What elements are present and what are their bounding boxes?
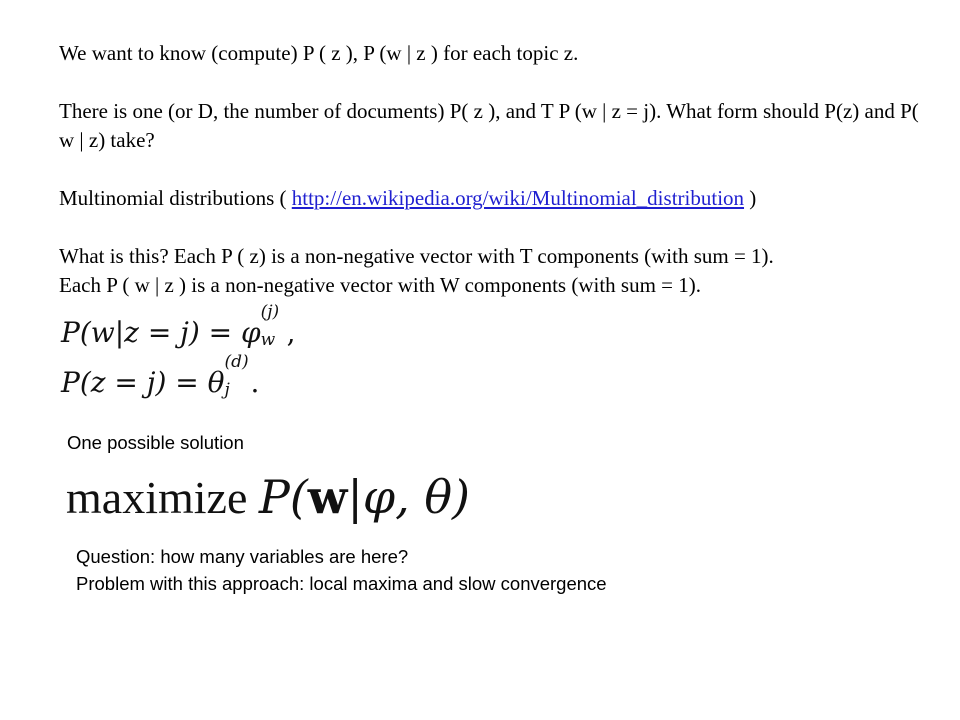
equation-2-sub: j xyxy=(224,380,230,400)
equation-topic-probability xyxy=(61,352,260,400)
equation-word-given-topic xyxy=(61,302,296,350)
wikipedia-link[interactable]: http://en.wikipedia.org/wiki/Multinomial_distribution xyxy=(291,186,745,210)
explanation-line-1: What is this? Each P ( z) is a non-negative vector with T components (with sum = 1). xyxy=(59,244,774,268)
multinomial-label: Multinomial distributions ( xyxy=(59,186,292,210)
question-line: Question: how many variables are here? xyxy=(76,546,409,567)
equation-2-lhs: P(z = j) = θ xyxy=(61,366,225,399)
equation-1-indices xyxy=(260,302,287,350)
maximize-expr-b: |φ, θ) xyxy=(347,470,470,524)
solution-caption: One possible solution xyxy=(67,432,244,453)
equation-1-tail: , xyxy=(286,316,296,349)
equation-2-tail: . xyxy=(250,366,260,399)
question-paragraph: There is one (or D, the number of documents) P( z ), and T P (w | z = j). What form should P(z) and P( w | z) take? xyxy=(59,99,919,152)
equation-1-sup: (j) xyxy=(260,302,280,322)
equation-2-sup: (d) xyxy=(224,352,249,372)
explanation-line-2: Each P ( w | z ) is a non-negative vector with W components (with sum = 1). xyxy=(59,273,702,297)
equation-crop-fade xyxy=(61,400,301,416)
equation-2-indices xyxy=(224,352,251,400)
maximize-equation xyxy=(66,470,470,524)
equation-1-lhs: P(w|z = j) = φ xyxy=(61,316,261,349)
explanation-paragraph xyxy=(59,242,939,300)
maximize-expr-w: w xyxy=(307,470,348,524)
equation-1-sub: w xyxy=(260,330,276,350)
maximize-expr-a: P( xyxy=(258,470,308,524)
multinomial-line xyxy=(59,184,939,213)
maximize-word: maximize xyxy=(66,472,259,523)
intro-line: We want to know (compute) P ( z ), P (w | z ) for each topic z. xyxy=(59,41,579,65)
multinomial-closing: ) xyxy=(744,186,757,210)
problem-line: Problem with this approach: local maxima and slow convergence xyxy=(76,573,607,594)
